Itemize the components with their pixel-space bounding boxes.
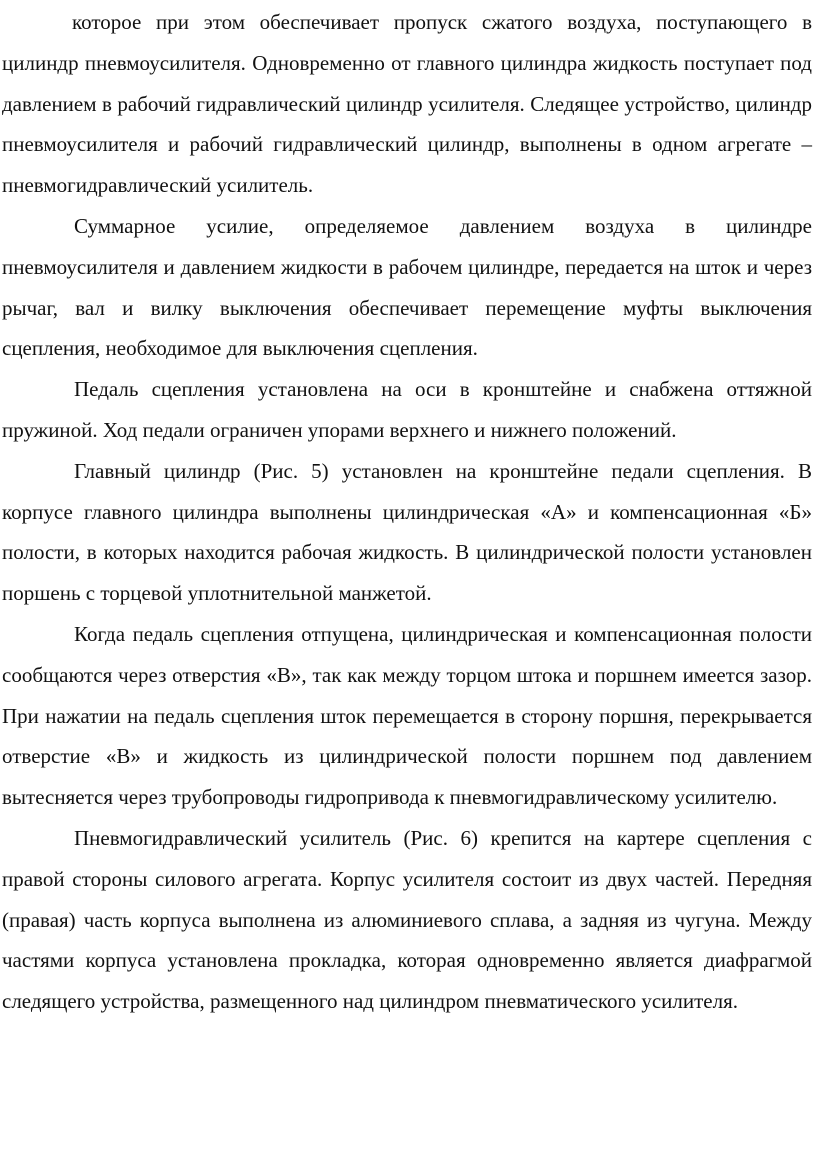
paragraph-pedal-released: Когда педаль сцепления отпущена, цилиндрическая и компенсационная полости сообщаются через отверстия «В», так как между торцом штока и поршнем имеется зазор. При нажатии на педаль сцепления шток перемещается в сторону поршня, перекрывается отверстие «В» и жидкость из цилиндрической полости поршнем под давлением вытесняется через трубопроводы гидропривода к пневмогидравлическому усилителю.: [2, 621, 812, 810]
paragraph-master-cylinder: Главный цилиндр (Рис. 5) установлен на кронштейне педали сцепления. В корпусе главного цилиндра выполнены цилиндрическая «А» и компенсационная «Б» полости, в которых находится рабочая жидкость. В цилиндрической полости установлен поршень с торцевой уплотнительной манжетой.: [2, 458, 812, 606]
paragraph-pneumohydraulic-booster: Пневмогидравлический усилитель (Рис. 6) крепится на картере сцепления с правой стороны силового агрегата. Корпус усилителя состоит из двух частей. Передняя (правая) часть корпуса выполнена из алюминиевого сплава, а задняя из чугуна. Между частями корпуса установлена прокладка, которая одновременно является диафрагмой следящего устройства, размещенного над цилиндром пневматического усилителя.: [2, 825, 812, 1014]
paragraph-clutch-pedal: Педаль сцепления установлена на оси в кронштейне и снабжена оттяжной пружиной. Ход педали ограничен упорами верхнего и нижнего положений.: [2, 377, 812, 442]
paragraph-continuation: которое при этом обеспечивает пропуск сжатого воздуха, поступающего в цилиндр пневмоусилителя. Одновременно от главного цилиндра жидкость поступает под давлением в рабочий гидравлический цилиндр усилителя. Следящее устройство, цилиндр пневмоусилителя и рабочий гидравлический цилиндр, выполнены в одном агрегате – пневмогидравлический усилитель.: [2, 10, 812, 198]
paragraph-total-force: Суммарное усилие, определяемое давлением воздуха в цилиндре пневмоусилителя и давлением жидкости в рабочем цилиндре, передается на шток и через рычаг, вал и вилку выключения обеспечивает перемещение муфты выключения сцепления, необходимое для выключения сцепления.: [2, 213, 812, 361]
